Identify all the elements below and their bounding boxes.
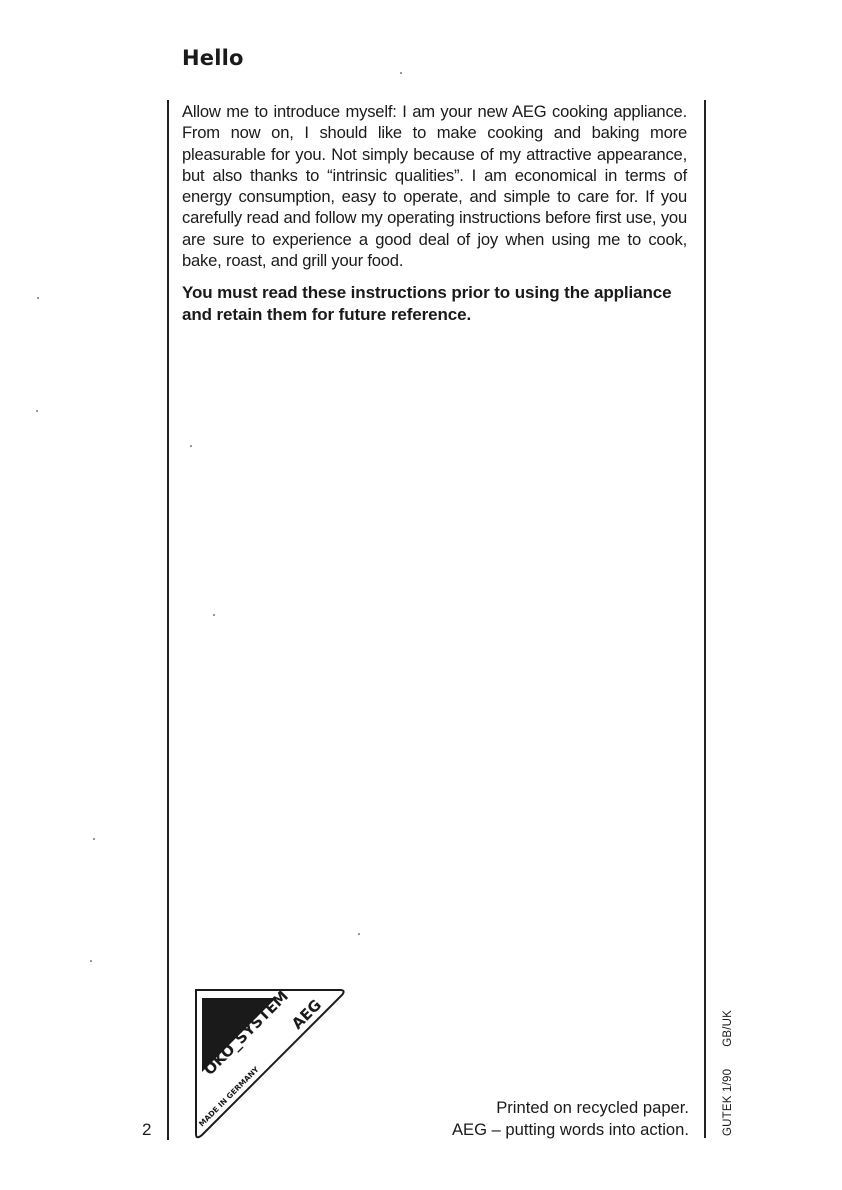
scan-speck — [37, 297, 39, 299]
page-heading: Hello — [182, 46, 244, 70]
footer-slogan-line: AEG – putting words into action. — [451, 1120, 689, 1139]
scan-speck — [90, 960, 92, 962]
region-code: GB/UK — [722, 1010, 734, 1047]
intro-paragraph: Allow me to introduce myself: I am your new AEG cooking appliance. From now on, I should like to make cooking and baking more pleasurable for you. Not simply because of my attractive appearance, but also thanks to “intrinsic qualities”. I am economical in terms of energy consumption, easy to operate, and simple to care for. If you carefully read and follow my operating instructions before first use, you are sure to experience a good deal of joy when using me to cook, bake, roast, and grill your food. — [182, 102, 687, 271]
scan-speck — [36, 410, 38, 412]
left-margin-rule — [167, 100, 169, 1140]
logo-system-text: ÖKO_SYSTEM — [200, 987, 292, 1079]
scan-speck — [400, 72, 402, 74]
oeko-system-logo — [190, 984, 346, 1140]
main-content — [182, 101, 687, 326]
scan-speck — [358, 933, 360, 935]
logo-made-in-text: MADE IN GERMANY — [197, 1064, 261, 1129]
footer-recycled-line: Printed on recycled paper. — [496, 1098, 689, 1117]
warning-paragraph: You must read these instructions prior to using the appliance and retain them for future reference. — [182, 283, 672, 325]
scan-speck — [93, 838, 95, 840]
page-number: 2 — [142, 1120, 152, 1139]
right-margin-rule — [704, 100, 706, 1138]
scan-speck — [190, 445, 192, 447]
scan-speck — [213, 614, 215, 616]
footer — [400, 1097, 689, 1141]
logo-brand-text: AEG — [288, 995, 325, 1033]
document-code: GUTEK 1/90 — [722, 1068, 734, 1136]
side-document-code — [722, 1010, 734, 1136]
